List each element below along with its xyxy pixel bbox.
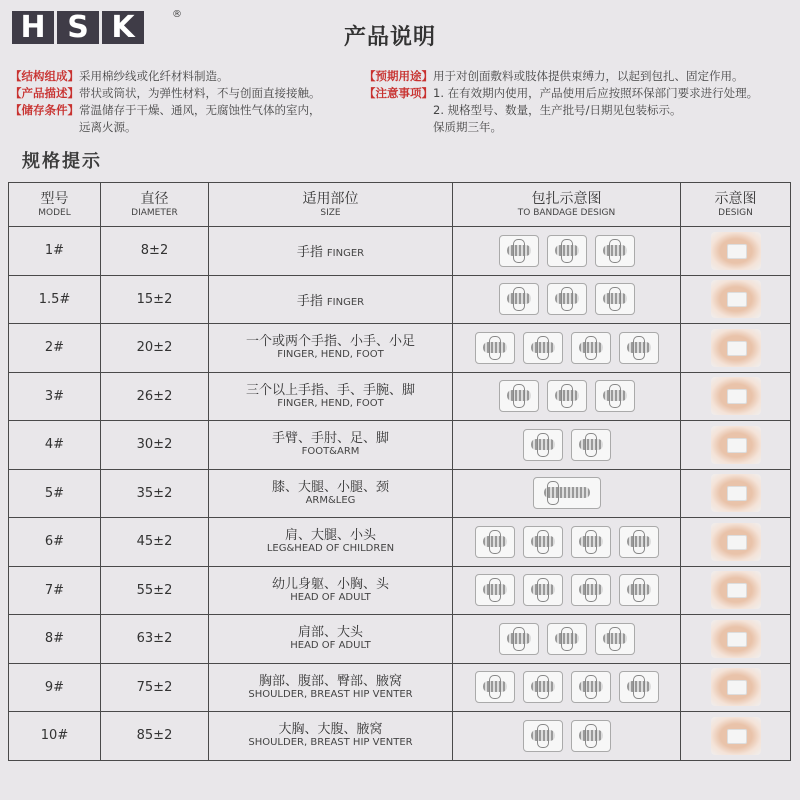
note-storage: [10, 102, 355, 136]
bandage-step-illustration: [499, 623, 539, 655]
bandage-step-illustration: [619, 574, 659, 606]
size-zh: 三个以上手指、手、手腕、脚: [245, 382, 415, 398]
bandage-step-illustration: [533, 477, 601, 509]
bandage-step-illustration: [595, 235, 635, 267]
design-photo: [711, 426, 761, 464]
table-row: [9, 615, 791, 664]
cell-model: 8#: [9, 615, 101, 664]
note-precautions: [364, 85, 794, 136]
cell-size: [209, 663, 453, 712]
cell-bandage-design: [453, 421, 681, 470]
cell-design: [681, 518, 791, 567]
logo-letter: H: [12, 11, 54, 44]
cell-bandage-design: [453, 469, 681, 518]
bandage-step-illustration: [595, 623, 635, 655]
bandage-step-illustration: [475, 526, 515, 558]
cell-size: [209, 324, 453, 373]
bandage-step-illustration: [523, 671, 563, 703]
bandage-step-illustration: [571, 526, 611, 558]
cell-diameter: 85±2: [101, 712, 209, 761]
cell-model: 9#: [9, 663, 101, 712]
cell-bandage-design: [453, 227, 681, 276]
bandage-step-illustration: [523, 429, 563, 461]
bandage-step-illustration: [571, 574, 611, 606]
bandage-step-illustration: [499, 235, 539, 267]
note-description: [10, 85, 355, 102]
bandage-step-illustration: [595, 283, 635, 315]
table-row: [9, 663, 791, 712]
bandage-step-illustration: [523, 526, 563, 558]
cell-size: [209, 275, 453, 324]
bandage-step-illustration: [547, 623, 587, 655]
size-zh: 一个或两个手指、小手、小足: [245, 334, 415, 350]
design-photo: [711, 329, 761, 367]
cell-design: [681, 275, 791, 324]
size-en: SHOULDER, BREAST HIP VENTER: [248, 737, 413, 749]
cell-size: [209, 712, 453, 761]
col-design: 示意图 DESIGN: [681, 183, 791, 227]
design-photo: [711, 668, 761, 706]
size-zh: 手指: [296, 245, 323, 261]
bandage-step-illustration: [499, 380, 539, 412]
table-row: [9, 372, 791, 421]
bandage-step-illustration: [547, 235, 587, 267]
cell-design: [681, 615, 791, 664]
col-size: 适用部位 SIZE: [209, 183, 453, 227]
bandage-step-illustration: [595, 380, 635, 412]
table-header-row: [9, 183, 791, 227]
bandage-step-illustration: [475, 332, 515, 364]
note-label: 【储存条件】: [10, 103, 79, 117]
cell-size: [209, 227, 453, 276]
table-row: [9, 324, 791, 373]
size-en: LEG&HEAD OF CHILDREN: [266, 543, 395, 555]
size-zh: 胸部、腹部、臀部、腋窝: [258, 673, 402, 689]
cell-bandage-design: [453, 324, 681, 373]
cell-bandage-design: [453, 566, 681, 615]
size-zh: 手指: [296, 293, 323, 309]
cell-bandage-design: [453, 663, 681, 712]
page-title: 产品说明: [344, 25, 437, 50]
note-text: 采用棉纱线或化纤材料制造。: [79, 69, 229, 83]
bandage-step-illustration: [547, 283, 587, 315]
spec-table: [8, 182, 791, 761]
cell-diameter: 55±2: [101, 566, 209, 615]
cell-design: [681, 469, 791, 518]
design-photo: [711, 377, 761, 415]
table-row: [9, 275, 791, 324]
cell-diameter: 45±2: [101, 518, 209, 567]
bandage-step-illustration: [619, 671, 659, 703]
size-en: FOOT&ARM: [301, 446, 360, 458]
cell-diameter: 15±2: [101, 275, 209, 324]
note-label: 【结构组成】: [10, 69, 79, 83]
design-photo: [711, 717, 761, 755]
size-zh: 肩、大腿、小头: [284, 528, 376, 544]
table-row: [9, 469, 791, 518]
note-structure: [10, 68, 355, 85]
note-label: 【注意事项】: [364, 86, 433, 100]
table-row: [9, 227, 791, 276]
cell-size: [209, 469, 453, 518]
bandage-step-illustration: [475, 671, 515, 703]
note-text: 1. 在有效期内使用，产品使用后应按照环保部门要求进行处理。 2. 规格型号、数量，生产批号/日期见包装标示。 保质期三年。: [433, 86, 759, 134]
size-en: HEAD OF ADULT: [290, 591, 371, 603]
cell-diameter: 63±2: [101, 615, 209, 664]
size-en: ARM&LEG: [305, 494, 356, 506]
cell-diameter: 35±2: [101, 469, 209, 518]
bandage-step-illustration: [475, 574, 515, 606]
brand-logo: [12, 9, 182, 45]
cell-size: [209, 615, 453, 664]
spec-heading: 规格提示: [22, 151, 102, 172]
cell-diameter: 8±2: [101, 227, 209, 276]
note-text: 用于对创面敷料或肢体提供束缚力，以起到包扎、固定作用。: [433, 69, 744, 83]
cell-model: 7#: [9, 566, 101, 615]
cell-diameter: 26±2: [101, 372, 209, 421]
design-photo: [711, 232, 761, 270]
cell-model: 2#: [9, 324, 101, 373]
cell-model: 1#: [9, 227, 101, 276]
size-en: FINGER: [326, 248, 365, 260]
notes-left: [10, 68, 355, 136]
bandage-step-illustration: [523, 574, 563, 606]
cell-design: [681, 712, 791, 761]
size-zh: 手臂、手肘、足、脚: [271, 431, 389, 447]
size-en: FINGER, HEND, FOOT: [277, 349, 384, 361]
note-intended-use: [364, 68, 794, 85]
cell-diameter: 30±2: [101, 421, 209, 470]
cell-bandage-design: [453, 372, 681, 421]
cell-design: [681, 663, 791, 712]
cell-model: 4#: [9, 421, 101, 470]
design-photo: [711, 280, 761, 318]
note-text: 常温储存于干燥、通风，无腐蚀性气体的室内， 远离火源。: [79, 103, 321, 134]
notes-right: [364, 68, 794, 136]
col-model: 型号 MODEL: [9, 183, 101, 227]
cell-model: 6#: [9, 518, 101, 567]
cell-bandage-design: [453, 275, 681, 324]
design-photo: [711, 474, 761, 512]
cell-size: [209, 518, 453, 567]
bandage-step-illustration: [499, 283, 539, 315]
logo-letter: K: [102, 11, 144, 44]
bandage-step-illustration: [619, 332, 659, 364]
note-text: 带状或筒状，为弹性材料，不与创面直接接触。: [79, 86, 321, 100]
bandage-step-illustration: [523, 720, 563, 752]
cell-bandage-design: [453, 615, 681, 664]
bandage-step-illustration: [547, 380, 587, 412]
design-photo: [711, 523, 761, 561]
bandage-step-illustration: [619, 526, 659, 558]
note-label: 【预期用途】: [364, 69, 433, 83]
bandage-step-illustration: [571, 429, 611, 461]
bandage-step-illustration: [571, 332, 611, 364]
design-photo: [711, 571, 761, 609]
note-label: 【产品描述】: [10, 86, 79, 100]
col-bandage-design: 包扎示意图 TO BANDAGE DESIGN: [453, 183, 681, 227]
table-row: [9, 566, 791, 615]
cell-model: 5#: [9, 469, 101, 518]
table-row: [9, 712, 791, 761]
cell-size: [209, 421, 453, 470]
cell-design: [681, 372, 791, 421]
size-en: FINGER, HEND, FOOT: [277, 397, 384, 409]
cell-diameter: 75±2: [101, 663, 209, 712]
size-zh: 大胸、大腹、腋窝: [278, 722, 383, 738]
size-en: HEAD OF ADULT: [290, 640, 371, 652]
cell-model: 1.5#: [9, 275, 101, 324]
size-en: FINGER: [326, 296, 365, 308]
cell-diameter: 20±2: [101, 324, 209, 373]
size-en: SHOULDER, BREAST HIP VENTER: [248, 688, 413, 700]
cell-design: [681, 421, 791, 470]
cell-size: [209, 566, 453, 615]
bandage-step-illustration: [523, 332, 563, 364]
size-zh: 幼儿身躯、小胸、头: [271, 576, 389, 592]
cell-model: 3#: [9, 372, 101, 421]
bandage-step-illustration: [571, 720, 611, 752]
logo-letter: S: [57, 11, 99, 44]
design-photo: [711, 620, 761, 658]
bandage-step-illustration: [571, 671, 611, 703]
cell-size: [209, 372, 453, 421]
size-zh: 膝、大腿、小腿、颈: [271, 479, 389, 495]
table-row: [9, 518, 791, 567]
col-diameter: 直径 DIAMETER: [101, 183, 209, 227]
table-row: [9, 421, 791, 470]
cell-design: [681, 324, 791, 373]
size-zh: 肩部、大头: [297, 625, 363, 641]
cell-bandage-design: [453, 518, 681, 567]
cell-design: [681, 227, 791, 276]
cell-design: [681, 566, 791, 615]
cell-bandage-design: [453, 712, 681, 761]
cell-model: 10#: [9, 712, 101, 761]
registered-mark: ®: [172, 9, 182, 20]
